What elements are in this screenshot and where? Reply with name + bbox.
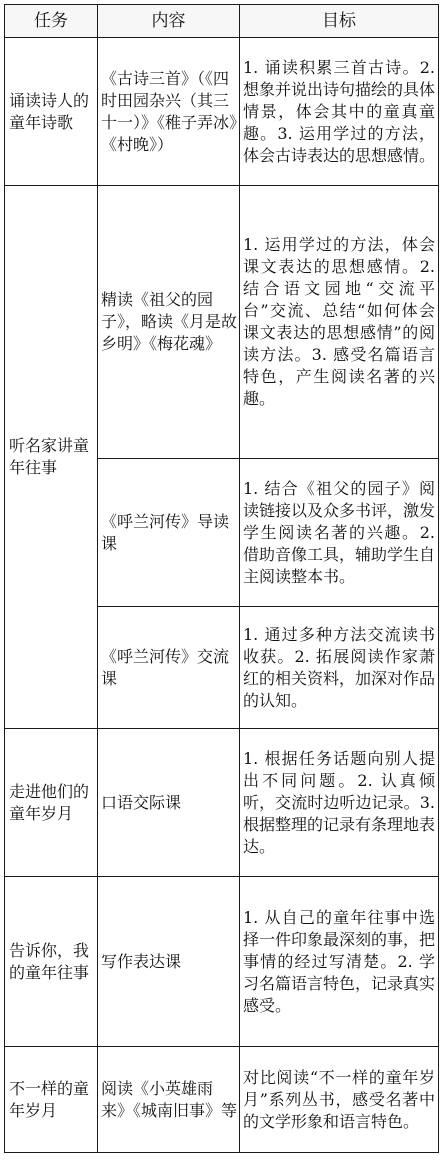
content-cell: 《呼兰河传》交流课 — [98, 607, 240, 729]
goal-cell: 1. 从自己的童年往事中选择一件印象最深刻的事，把事情的经过写清楚。2. 学习名篇语言特色，记录真实感受。 — [240, 877, 439, 1047]
header-goal: 目标 — [240, 5, 439, 38]
task-cell: 走进他们的童年岁月 — [5, 729, 98, 877]
content-cell: 《呼兰河传》导读课 — [98, 459, 240, 607]
table-row — [5, 877, 439, 1047]
goal-cell: 1. 诵读积累三首古诗。2. 想象并说出诗句描绘的具体情景，体会其中的童真童趣。3. 运用学过的方法，体会古诗表达的思想感情。 — [240, 38, 439, 186]
table-row — [5, 186, 439, 459]
table-row — [5, 38, 439, 186]
goal-cell: 1. 根据任务话题向别人提出不同问题。2. 认真倾听，交流时边听边记录。3. 根据整理的记录有条理地表达。 — [240, 729, 439, 877]
unit-plan-table — [4, 4, 439, 1153]
goal-cell: 对比阅读“不一样的童年岁月”系列丛书，感受名著中的文学形象和语言特色。 — [240, 1047, 439, 1153]
content-cell: 《古诗三首》（《四时田园杂兴（其三十一）》《稚子弄冰》《村晚》） — [98, 38, 240, 186]
header-content: 内容 — [98, 5, 240, 38]
content-cell: 精读《祖父的园子》，略读《月是故乡明》《梅花魂》 — [98, 186, 240, 459]
goal-cell: 1. 通过多种方法交流读书收获。2. 拓展阅读作家萧红的相关资料，加深对作品的认知。 — [240, 607, 439, 729]
content-cell: 写作表达课 — [98, 877, 240, 1047]
task-cell: 告诉你，我的童年往事 — [5, 877, 98, 1047]
table-row — [5, 729, 439, 877]
table-header-row — [5, 5, 439, 38]
header-task: 任务 — [5, 5, 98, 38]
content-cell: 阅读《小英雄雨来》《城南旧事》等 — [98, 1047, 240, 1153]
goal-cell: 1. 运用学过的方法，体会课文表达的思想感情。2. 结合语文园地“交流平台”交流、总结“如何体会课文表达的思想感情”的阅读方法。3. 感受名篇语言特色，产生阅读名著的兴趣。 — [240, 186, 439, 459]
table-row — [5, 1047, 439, 1153]
task-cell: 听名家讲童年往事 — [5, 186, 98, 729]
goal-cell: 1. 结合《祖父的园子》阅读链接以及众多书评，激发学生阅读名著的兴趣。2. 借助音像工具，辅助学生自主阅读整本书。 — [240, 459, 439, 607]
task-cell: 不一样的童年岁月 — [5, 1047, 98, 1153]
task-cell: 诵读诗人的童年诗歌 — [5, 38, 98, 186]
content-cell: 口语交际课 — [98, 729, 240, 877]
